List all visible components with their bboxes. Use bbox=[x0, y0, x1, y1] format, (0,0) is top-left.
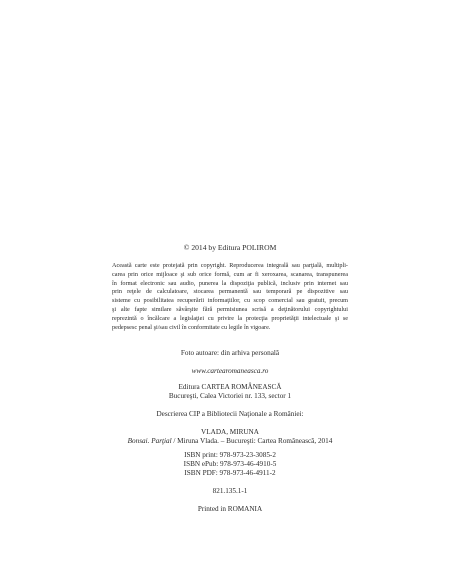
legal-line: în format electronic sau audio, punerea la dispoziţia publică, inclusiv prin internet sau bbox=[112, 279, 348, 287]
cip-author: VLADA, MIRUNA bbox=[201, 428, 259, 436]
cip-book-title: Bonsai. Parţial bbox=[127, 437, 172, 445]
cip-book-entry bbox=[112, 437, 348, 446]
legal-line: Această carte este protejată prin copyright. Reproducerea integrală sau parţială, multipli- bbox=[112, 262, 348, 269]
copyright-notice: © 2014 by Editura POLIROM bbox=[183, 243, 277, 252]
isbn-print: ISBN print: 978-973-23-3085-2 bbox=[184, 451, 276, 459]
legal-line: carea prin orice mijloace şi sub orice formă, cum ar fi xeroxarea, scanarea, transpunerea bbox=[112, 270, 348, 278]
legal-line: sisteme cu posibilitatea recuperării informaţiilor, cu scop comercial sau gratuit, precum bbox=[112, 297, 348, 305]
isbn-epub: ISBN ePub: 978-973-46-4910-5 bbox=[183, 460, 277, 468]
legal-line: reprezintă o încălcare a legislaţiei cu privire la protecţia proprietăţii intelectuale şi se bbox=[112, 314, 348, 322]
cip-book-details: / Miruna Vlada. – Bucureşti: Cartea Românească, 2014 bbox=[171, 437, 333, 445]
legal-notice bbox=[112, 262, 348, 332]
udc-code: 821.135.1-1 bbox=[212, 487, 248, 495]
publisher-address: Bucureşti, Calea Victoriei nr. 133, sector 1 bbox=[168, 392, 292, 400]
photo-credit: Foto autoare: din arhiva personală bbox=[180, 349, 280, 357]
publisher-website: www.cartearomaneasca.ro bbox=[191, 367, 269, 375]
cip-heading: Descrierea CIP a Bibliotecii Naţionale a României: bbox=[156, 410, 304, 418]
printed-in: Printed in ROMANIA bbox=[197, 505, 263, 513]
legal-line: şi alte fapte similare săvârşite fără permisiunea scrisă a deţinătorului copyrightului bbox=[112, 305, 348, 313]
legal-line: prin reţele de calculatoare, stocarea permanentă sau temporară pe dispozitive sau bbox=[112, 288, 348, 296]
legal-line: pedepsesc penal şi/sau civil în conformitate cu legile în vigoare. bbox=[112, 323, 271, 331]
isbn-pdf: ISBN PDF: 978-973-46-4911-2 bbox=[184, 469, 276, 477]
publisher-name: Editura CARTEA ROMÂNEASCĂ bbox=[178, 383, 282, 391]
